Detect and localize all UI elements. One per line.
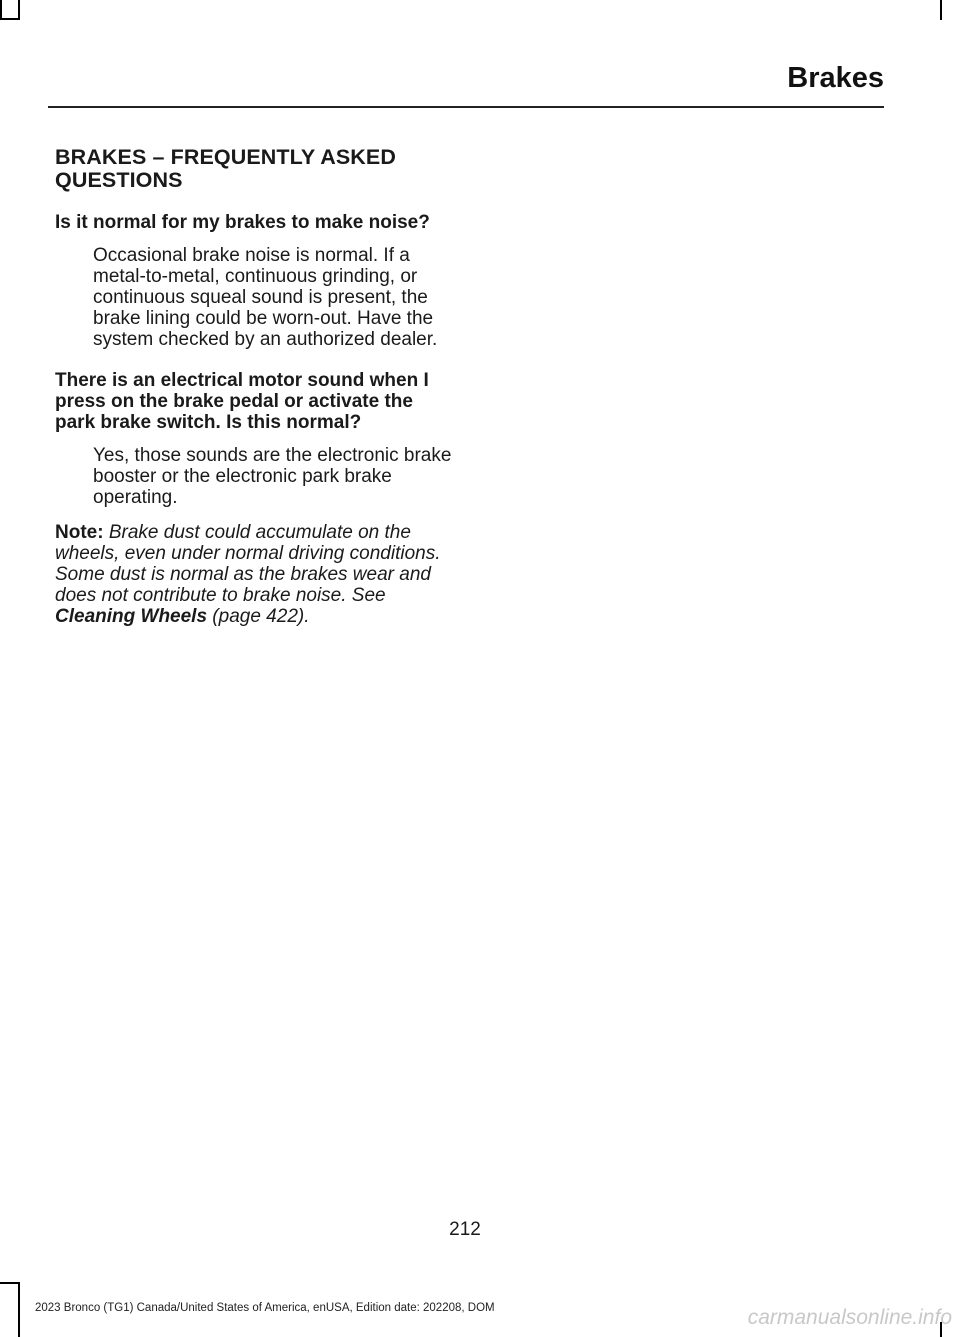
crop-mark <box>0 0 2 20</box>
note-text: Brake dust could accumulate on the wheels, even under normal driving conditions. Some dust is normal as the brakes wear and does not contribute to brake noise. See <box>55 522 441 606</box>
faq-question: There is an electrical motor sound when I press on the brake pedal or activate the park brake switch. Is this normal? <box>55 370 429 433</box>
page-title: Brakes <box>787 62 884 94</box>
edition-footer: 2023 Bronco (TG1) Canada/United States of America, enUSA, Edition date: 202208, DOM <box>35 1302 495 1314</box>
faq-question: Is it normal for my brakes to make noise? <box>55 212 430 233</box>
note-label: Note: <box>55 522 104 543</box>
faq-answer: Yes, those sounds are the electronic brake booster or the electronic park brake operating. <box>93 445 452 508</box>
crop-mark <box>18 1282 20 1337</box>
page-number: 212 <box>449 1219 481 1240</box>
crop-mark <box>0 1282 18 1284</box>
watermark: carmanualsonline.info <box>747 1306 952 1329</box>
crop-mark <box>940 0 942 20</box>
header-divider <box>48 106 884 108</box>
faq-answer: Occasional brake noise is normal. If a metal-to-metal, continuous grinding, or continuous squeal sound is present, the brake lining could be worn-out. Have the system checked by an authorized dealer. <box>93 245 438 350</box>
note <box>55 522 455 627</box>
crop-mark <box>18 0 20 20</box>
faq-section <box>55 146 455 627</box>
section-heading: BRAKES – FREQUENTLY ASKED QUESTIONS <box>55 145 396 192</box>
crop-mark <box>0 18 18 20</box>
cross-reference-link[interactable]: Cleaning Wheels <box>55 606 208 627</box>
page-reference: (page 422). <box>207 606 310 627</box>
